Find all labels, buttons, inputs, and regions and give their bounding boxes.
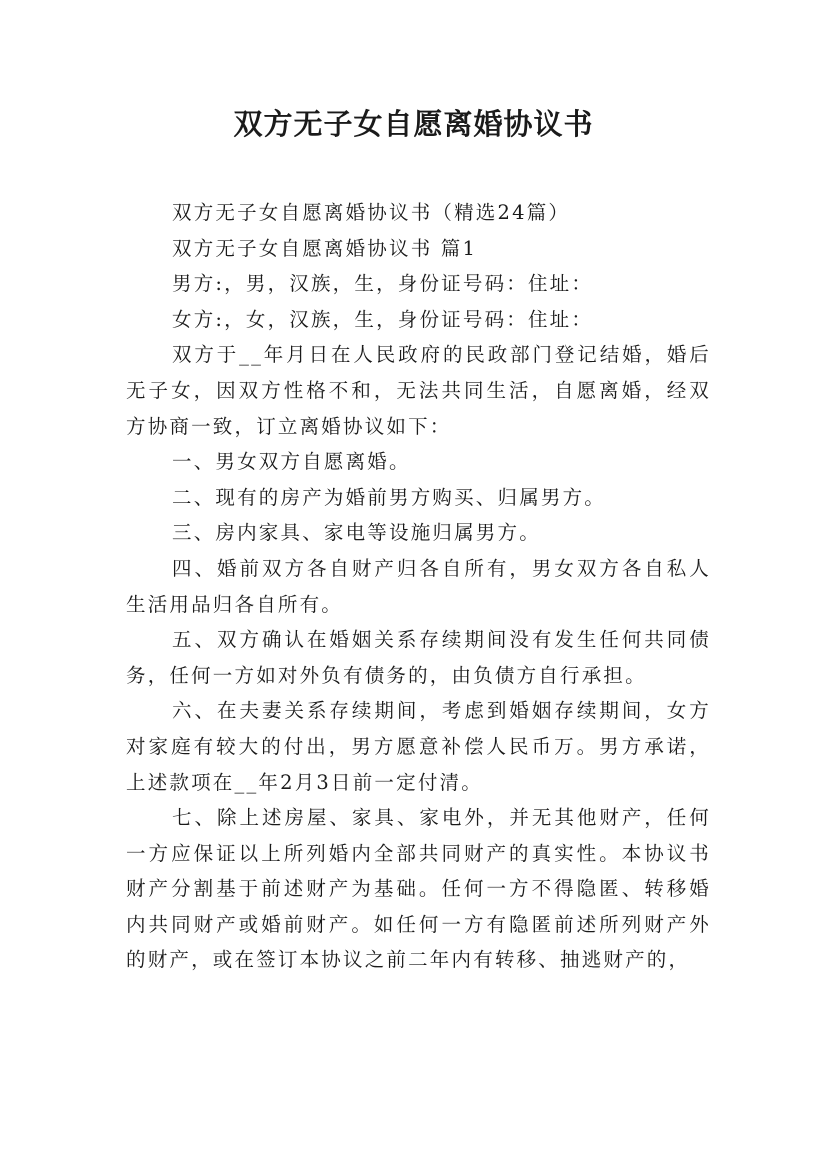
paragraph-clause-7: 七、除上述房屋、家具、家电外，并无其他财产，任何一方应保证以上所列婚内全部共同财产的真实性。本协议书财产分割基于前述财产为基础。任何一方不得隐匿、转移婚内共同财产或婚前财产。如任何一方有隐匿前述所列财产外的财产，或在签订本协议之前二年内有转移、抽逃财产的，: [126, 806, 711, 972]
paragraph-clause-2: 二、现有的房产为婚前男方购买、归属男方。: [172, 485, 607, 509]
paragraph-clause-5: 五、双方确认在婚姻关系存续期间没有发生任何共同债务，任何一方如对外负有债务的，由负债方自行承担。: [126, 628, 711, 687]
paragraph-preamble: 双方于__年月日在人民政府的民政部门登记结婚，婚后无子女，因双方性格不和，无法共同生活，自愿离婚，经双方协商一致，订立离婚协议如下：: [126, 343, 711, 438]
document-body: [126, 195, 711, 978]
paragraph-clause-6: 六、在夫妻关系存续期间，考虑到婚姻存续期间，女方对家庭有较大的付出，男方愿意补偿人民币万。男方承诺，上述款项在__年2月3日前一定付清。: [126, 699, 711, 794]
paragraph-clause-4: 四、婚前双方各自财产归各自所有，男女双方各自私人生活用品归各自所有。: [126, 556, 711, 616]
document-title: 双方无子女自愿离婚协议书: [233, 107, 594, 141]
paragraph-section-heading: 双方无子女自愿离婚协议书 篇1: [172, 236, 478, 260]
paragraph-male-party: 男方:，男，汉族，生，身份证号码：住址：: [172, 272, 594, 296]
paragraph-subtitle: 双方无子女自愿离婚协议书（精选24篇）: [172, 201, 571, 224]
paragraph-female-party: 女方:，女，汉族，生，身份证号码：住址：: [172, 307, 594, 331]
paragraph-clause-1: 一、男女双方自愿离婚。: [172, 450, 411, 474]
paragraph-clause-3: 三、房内家具、家电等设施归属男方。: [172, 521, 541, 545]
